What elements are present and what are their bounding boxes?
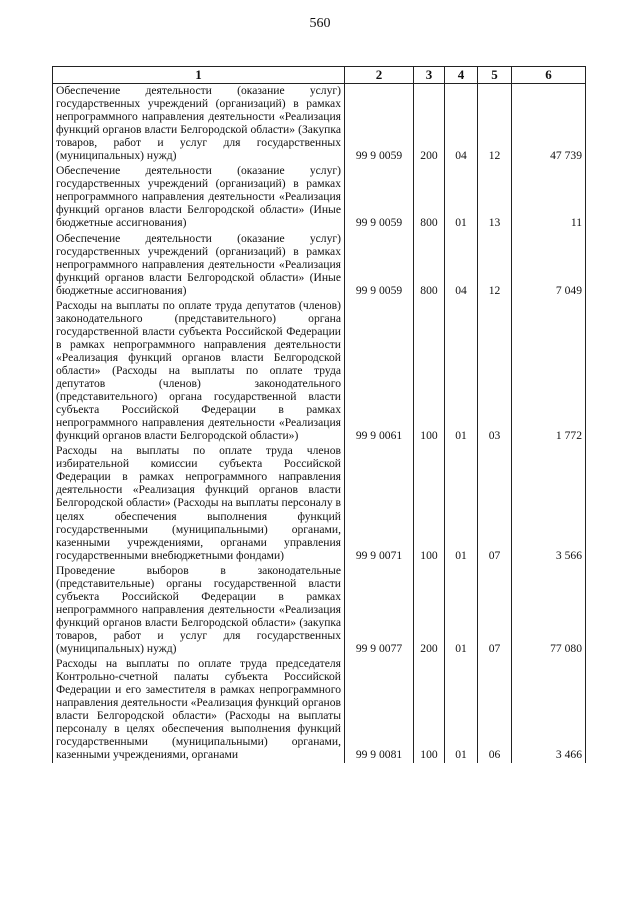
row-col3: 100 (414, 299, 445, 445)
table-row (53, 299, 586, 445)
column-header-3: 3 (414, 67, 445, 84)
row-col3: 100 (414, 657, 445, 763)
row-col3: 100 (414, 444, 445, 563)
row-col3: 200 (414, 564, 445, 657)
row-code: 99 9 0059 (345, 164, 414, 231)
row-code: 99 9 0059 (345, 84, 414, 165)
row-col3: 800 (414, 232, 445, 299)
table-row (53, 564, 586, 657)
row-name: Обеспечение деятельности (оказание услуг) государственных учреждений (организаций) в рамках непрограммного направления деятельности «Реализация функций органов власти Белгородской области» (Закупка товаров, работ и услуг для государственных (муниципальных) нужд) (53, 84, 345, 165)
column-header-4: 4 (445, 67, 478, 84)
row-code: 99 9 0077 (345, 564, 414, 657)
row-sum: 47 739 (512, 84, 586, 165)
table-header-row (53, 67, 586, 84)
row-sum: 7 049 (512, 232, 586, 299)
column-header-5: 5 (478, 67, 512, 84)
table-row (53, 657, 586, 763)
column-header-2: 2 (345, 67, 414, 84)
row-sum: 3 466 (512, 657, 586, 763)
row-col4: 01 (445, 164, 478, 231)
row-sum: 11 (512, 164, 586, 231)
row-col4: 01 (445, 299, 478, 445)
row-col4: 01 (445, 444, 478, 563)
row-sum: 1 772 (512, 299, 586, 445)
row-name: Обеспечение деятельности (оказание услуг) государственных учреждений (организаций) в рамках непрограммного направления деятельности «Реализация функций органов власти Белгородской области» (Иные бюджетные ассигнования) (53, 232, 345, 299)
row-code: 99 9 0059 (345, 232, 414, 299)
row-col5: 12 (478, 232, 512, 299)
row-code: 99 9 0081 (345, 657, 414, 763)
row-sum: 77 080 (512, 564, 586, 657)
row-col5: 03 (478, 299, 512, 445)
table-row (53, 232, 586, 299)
row-col4: 01 (445, 657, 478, 763)
budget-table (52, 66, 586, 763)
row-col5: 06 (478, 657, 512, 763)
row-code: 99 9 0071 (345, 444, 414, 563)
row-col5: 12 (478, 84, 512, 165)
row-name: Расходы на выплаты по оплате труда председателя Контрольно-счетной палаты субъекта Российской Федерации и его заместителя в рамках непрограммного направления деятельности «Реализация функций органов власти Белгородской области» (Расходы на выплаты персоналу в целях обеспечения выполнения функций государственными (муниципальными) органами, казенными учреждениями, органами (53, 657, 345, 763)
column-header-6: 6 (512, 67, 586, 84)
table-row (53, 84, 586, 165)
row-sum: 3 566 (512, 444, 586, 563)
row-name: Расходы на выплаты по оплате труда депутатов (членов) законодательного (представительного) органа государственной власти субъекта Российской Федерации в рамках непрограммного направления деятельности «Реализация функций органов власти Белгородской области» (Расходы на выплаты по оплате труда депутатов (членов) законодательного (представительного) органа государственной власти субъекта Российской Федерации в рамках непрограммного направления деятельности «Реализация функций органов власти Белгородской области») (53, 299, 345, 445)
row-col5: 07 (478, 564, 512, 657)
column-header-1: 1 (53, 67, 345, 84)
row-col5: 07 (478, 444, 512, 563)
row-col5: 13 (478, 164, 512, 231)
row-col3: 200 (414, 84, 445, 165)
row-name: Проведение выборов в законодательные (представительные) органы государственной власти субъекта Российской Федерации в рамках непрограммного направления деятельности «Реализация функций органов власти Белгородской области» (закупка товаров, работ и услуг для государственных (муниципальных) нужд) (53, 564, 345, 657)
row-col4: 01 (445, 564, 478, 657)
row-name: Расходы на выплаты по оплате труда членов избирательной комиссии субъекта Российской Федерации в рамках непрограммного направления деятельности «Реализация функций органов власти Белгородской области» (Расходы на выплаты персоналу в целях обеспечения выполнения функций государственными (муниципальными) органами, казенными учреждениями, органами управления государственными внебюджетными фондами) (53, 444, 345, 563)
row-name: Обеспечение деятельности (оказание услуг) государственных учреждений (организаций) в рамках непрограммного направления деятельности «Реализация функций органов власти Белгородской области» (Иные бюджетные ассигнования) (53, 164, 345, 231)
row-code: 99 9 0061 (345, 299, 414, 445)
row-col4: 04 (445, 84, 478, 165)
table-row (53, 444, 586, 563)
row-col4: 04 (445, 232, 478, 299)
page-number: 560 (309, 16, 331, 31)
table-row (53, 164, 586, 231)
row-col3: 800 (414, 164, 445, 231)
